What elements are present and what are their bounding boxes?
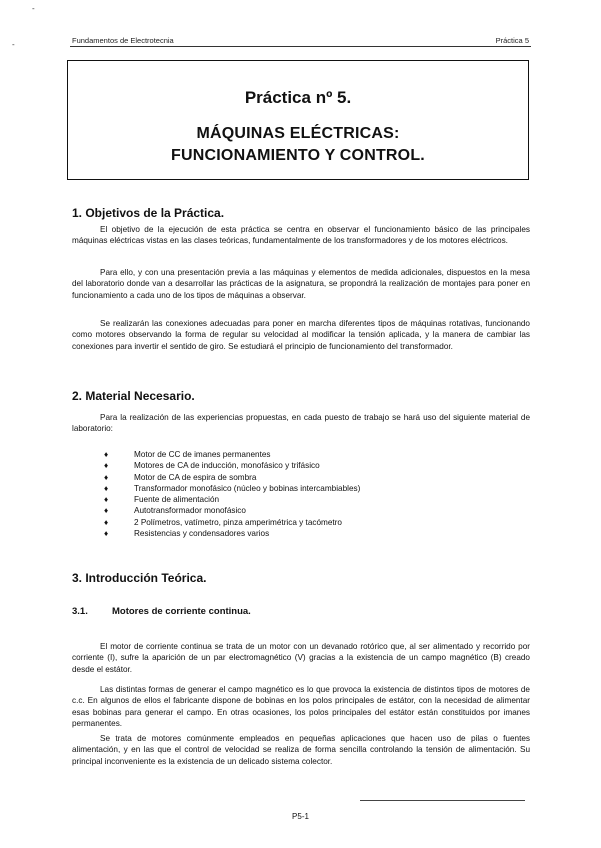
list-item: ♦ Transformador monofásico (núcleo y bobinas intercambiables) <box>104 483 361 493</box>
paragraph: Las distintas formas de generar el campo magnético es lo que provoca la existencia de distintos tipos de motores de c.c. En algunos de ellos el fabricante dispone de bobinas en los polos principales de estátor, con la necesidad de alimentar esas bobinas para generar el campo. En otras ocasiones, los polos principales del estátor están constituidos por imanes permanentes. <box>72 685 530 729</box>
section-heading-materials: 2. Material Necesario. <box>72 389 195 403</box>
section-heading-theory: 3. Introducción Teórica. <box>72 571 207 585</box>
scan-mark: - <box>12 40 15 49</box>
header-course-title: Fundamentos de Electrotecnia <box>72 36 174 45</box>
bullet-icon: ♦ <box>104 495 109 505</box>
bullet-icon: ♦ <box>104 517 109 527</box>
list-item: ♦ Motor de CC de imanes permanentes <box>104 450 271 459</box>
paragraph: Se trata de motores comúnmente empleados en pequeñas aplicaciones que hacen uso de pilas o fuentes alimentación, y en las que el control de velocidad se realiza de forma sencilla controlando la tensión de alimentación. Su principal inconveniente es la existencia de un delicado sistema colector. <box>72 734 530 766</box>
paragraph: El motor de corriente continua se trata de un motor con un devanado rotórico que, al ser alimentado y recorrido por corriente (I), sufre la aparición de un par electromagnético (V) gracias a la existencia de un campo magnético (B) creado desde el estátor. <box>72 642 530 674</box>
main-title-line-2: FUNCIONAMIENTO Y CONTROL. <box>171 147 425 164</box>
footer-rule <box>360 800 525 801</box>
title-box <box>67 60 529 180</box>
bullet-icon: ♦ <box>104 506 109 516</box>
subsection-number: 3.1. <box>72 606 88 617</box>
bullet-icon: ♦ <box>104 483 109 493</box>
scan-mark: - <box>32 4 35 13</box>
list-item: ♦ Motor de CA de espira de sombra <box>104 472 257 482</box>
list-item: ♦ Resistencias y condensadores varios <box>104 529 270 539</box>
main-title-line-1: MÁQUINAS ELÉCTRICAS: <box>196 125 400 142</box>
bullet-icon: ♦ <box>104 450 109 459</box>
list-item: ♦ 2 Polímetros, vatímetro, pinza amperimétrica y tacómetro <box>104 517 342 527</box>
list-item: ♦ Autotransformador monofásico <box>104 506 246 516</box>
paragraph: Se realizarán las conexiones adecuadas para poner en marcha diferentes tipos de máquinas rotativas, funcionando como motores observando la forma de regular su velocidad al modificar la tensión aplicada, y la manera de cambiar las conexiones para invertir el sentido de giro. Se estudiará el principio de funcionamiento del transformador. <box>72 319 530 351</box>
practice-title: Práctica nº 5. <box>244 88 352 107</box>
materials-list <box>104 449 360 539</box>
bullet-icon: ♦ <box>104 461 109 471</box>
paragraph: Para la realización de las experiencias propuestas, en cada puesto de trabajo se hará uso del siguiente material de laboratorio: <box>72 413 530 434</box>
bullet-icon: ♦ <box>104 529 109 539</box>
list-item: ♦ Fuente de alimentación <box>104 495 220 505</box>
bullet-icon: ♦ <box>104 472 109 482</box>
paragraph: Para ello, y con una presentación previa a las máquinas y elementos de medida adicionales, dispuestos en la mesa del laboratorio donde van a desarrollar las prácticas de la asignatura, se propondrá la realización de montajes para poner en funcionamiento a cada uno de los tipos de máquinas a observar. <box>72 268 530 300</box>
subsection-heading <box>72 606 251 617</box>
subsection-title: Motores de corriente continua. <box>112 606 251 617</box>
page-number: P5-1 <box>292 812 309 821</box>
section-heading-objectives: 1. Objetivos de la Práctica. <box>72 206 225 220</box>
header-rule <box>70 46 531 47</box>
header-practice-number: Práctica 5 <box>495 36 529 45</box>
list-item: ♦ Motores de CA de inducción, monofásico y trifásico <box>104 461 320 471</box>
paragraph: El objetivo de la ejecución de esta práctica se centra en observar el funcionamiento básico de las principales máquinas eléctricas vistas en las clases teóricas, fundamentalmente de los transformadores y de los motores eléctricos. <box>72 225 530 246</box>
